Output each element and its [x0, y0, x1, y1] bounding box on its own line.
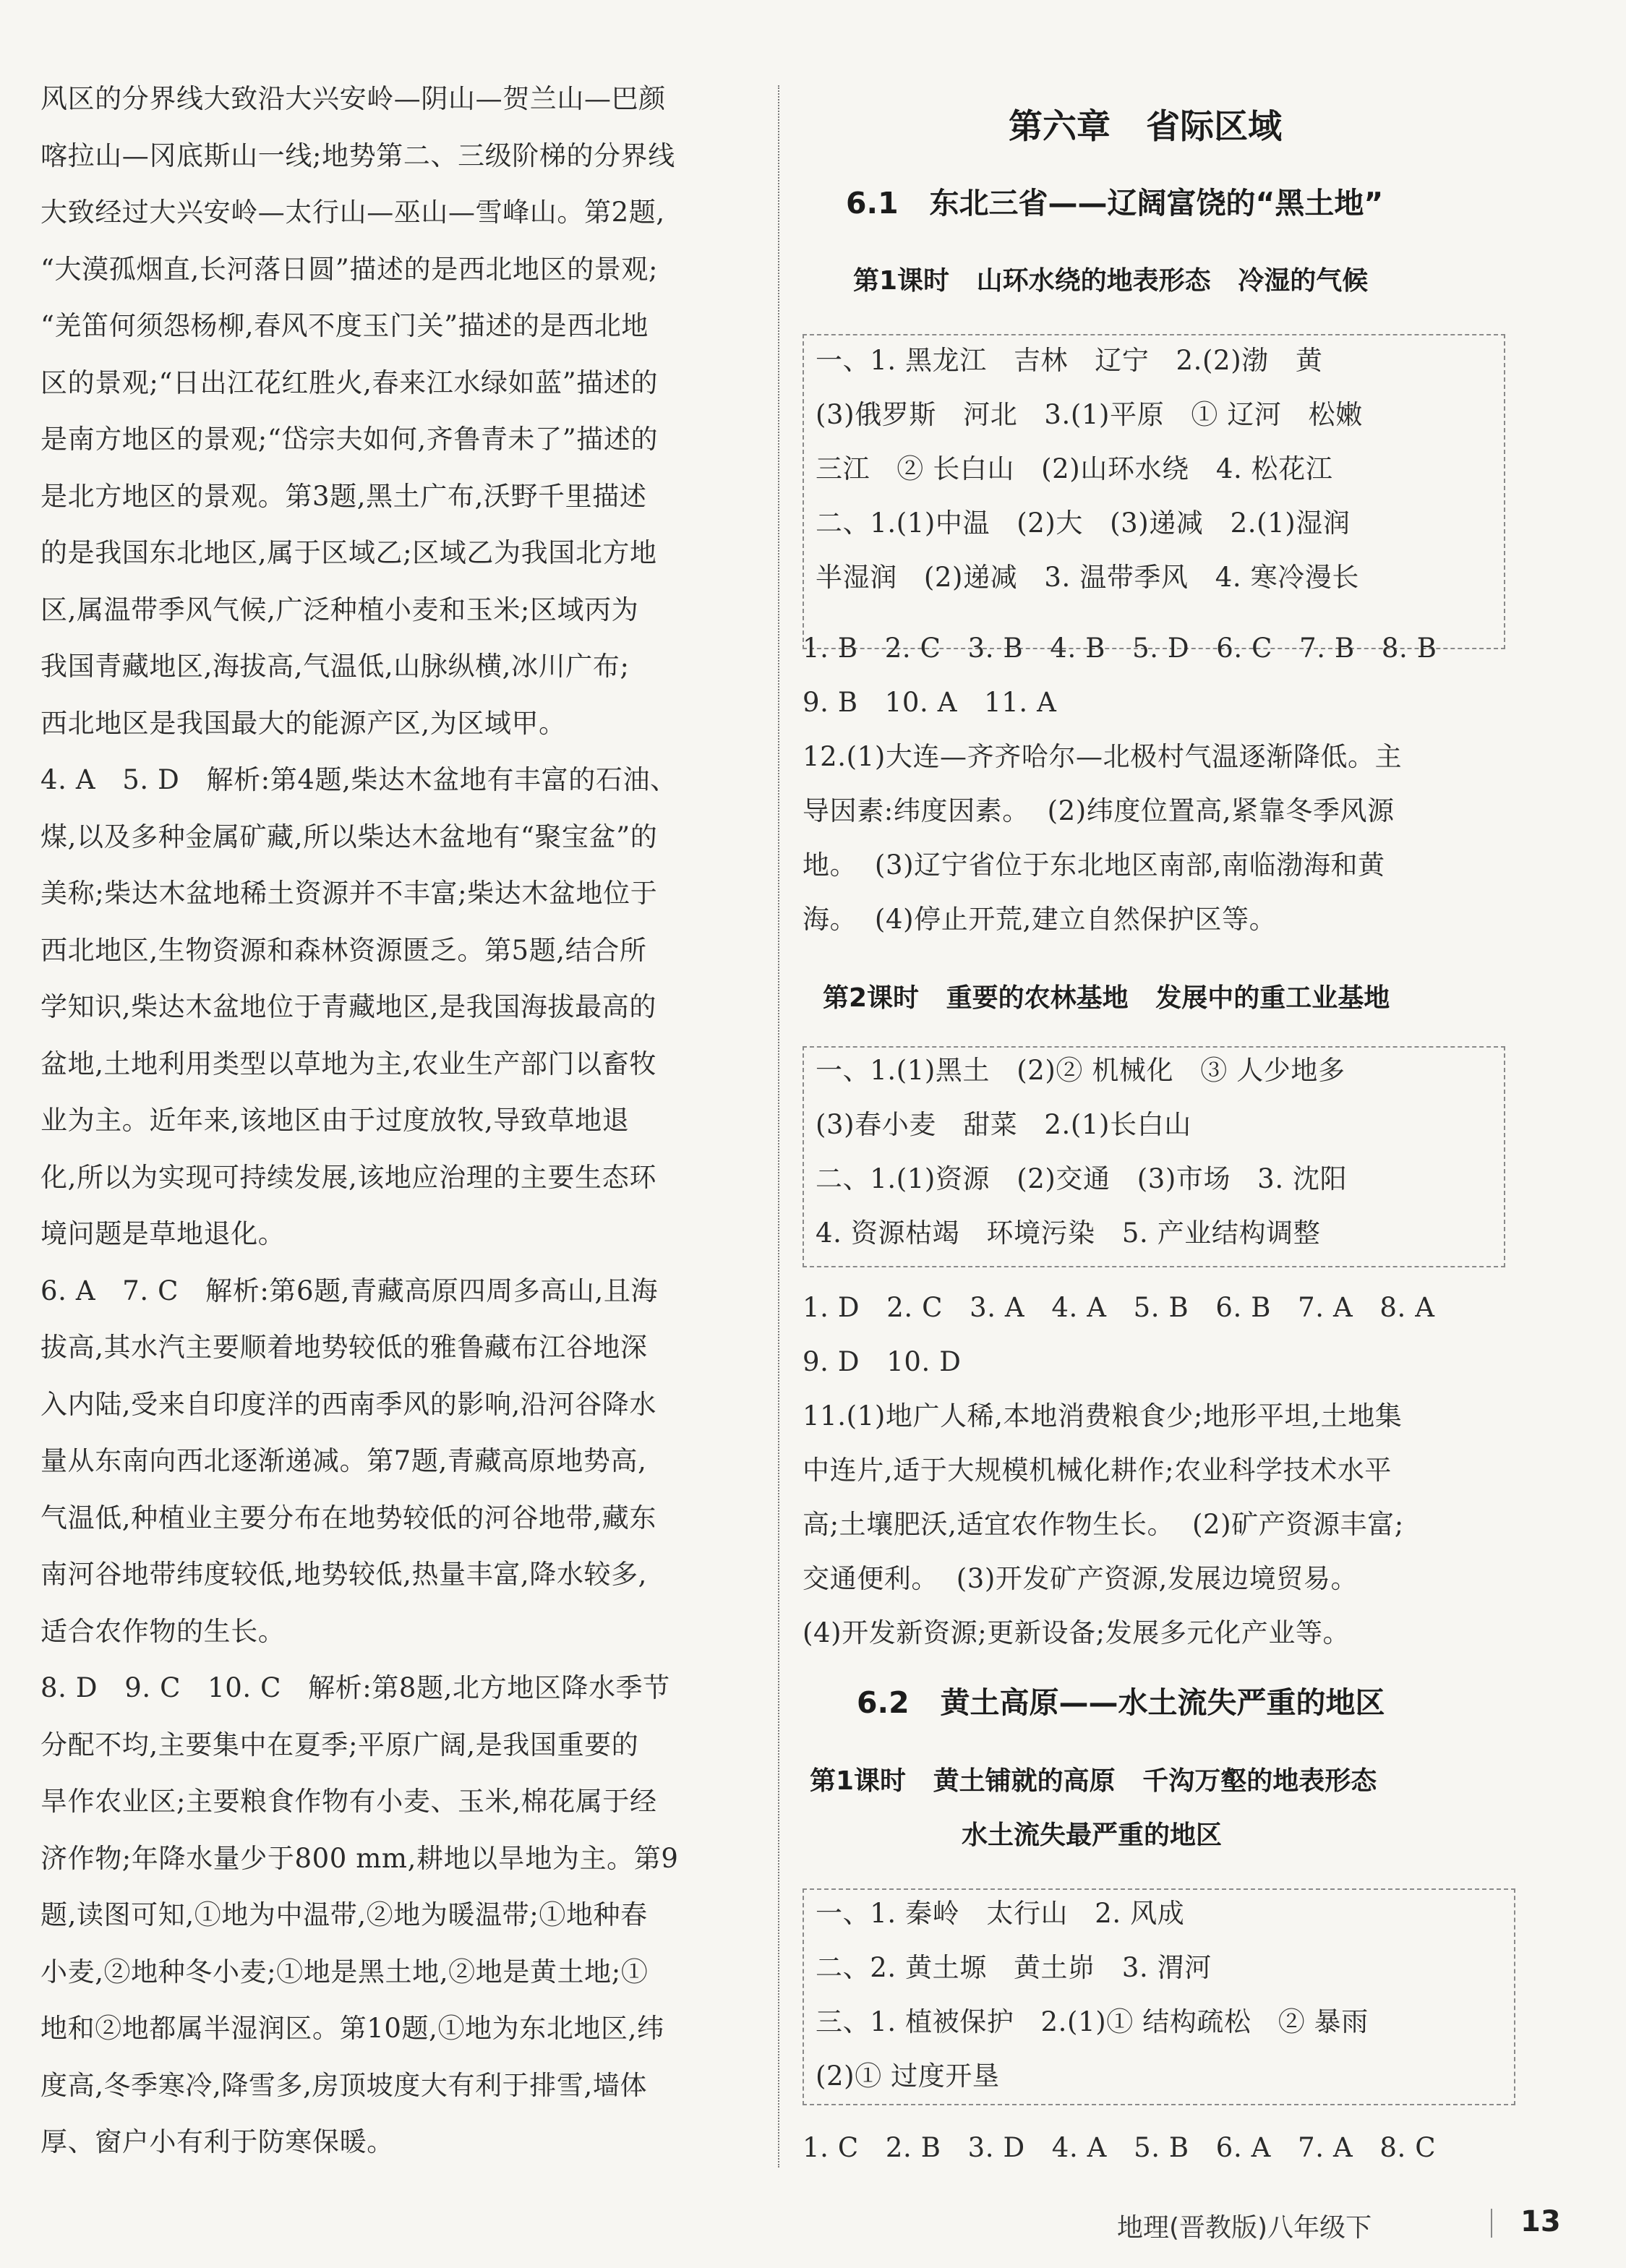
text-line: 小麦,②地种冬小麦;①地是黑土地,②地是黄土地;①	[40, 1956, 649, 1987]
text-line: 交通便利。 (3)开发矿产资源,发展边境贸易。	[803, 1563, 1358, 1594]
text-line: 区的景观;“日出江花红胜火,春来江水绿如蓝”描述的	[40, 367, 659, 398]
text-line: 4. 资源枯竭 环境污染 5. 产业结构调整	[816, 1218, 1321, 1249]
text-line: 6. A 7. C 解析:第6题,青藏高原四周多高山,且海	[40, 1275, 659, 1306]
text-line: 美称;柴达木盆地稀土资源并不丰富;柴达木盆地位于	[40, 878, 658, 909]
text-line: (3)俄罗斯 河北 3.(1)平原 ① 辽河 松嫩	[816, 399, 1363, 430]
text-line: 济作物;年降水量少于800 mm,耕地以旱地为主。第9	[40, 1842, 679, 1874]
text-line: 地。 (3)辽宁省位于东北地区南部,南临渤海和黄	[803, 850, 1385, 881]
text-line: 量从东南向西北逐渐递减。第7题,青藏高原地势高,	[40, 1445, 647, 1476]
text-line: 度高,冬季寒冷,降雪多,房顶坡度大有利于排雪,墙体	[40, 2069, 648, 2101]
text-line: 南河谷地带纬度较低,地势较低,热量丰富,降水较多,	[40, 1559, 648, 1590]
lesson-6-2-1-title: 第1课时 黄土铺就的高原 千沟万壑的地表形态	[810, 1766, 1377, 1796]
section-6-1-title: 6.1 东北三省——辽阔富饶的“黑土地”	[846, 186, 1384, 221]
text-line: 是北方地区的景观。第3题,黑土广布,沃野千里描述	[40, 480, 647, 512]
text-line: 西北地区是我国最大的能源产区,为区域甲。	[40, 707, 566, 739]
text-line: 入内陆,受来自印度洋的西南季风的影响,沿河谷降水	[40, 1388, 656, 1420]
text-line: 喀拉山—冈底斯山一线;地势第二、三级阶梯的分界线	[40, 140, 675, 171]
text-line: 半湿润 (2)递减 3. 温带季风 4. 寒冷漫长	[816, 562, 1359, 593]
text-line: 三江 ② 长白山 (2)山环水绕 4. 松花江	[816, 453, 1333, 484]
text-line: 拔高,其水汽主要顺着地势较低的雅鲁藏布江谷地深	[40, 1332, 648, 1363]
text-line: 适合农作物的生长。	[40, 1615, 286, 1647]
text-line: 题,读图可知,①地为中温带,②地为暖温带;①地种春	[40, 1899, 648, 1930]
text-line: 一、1. 秦岭 太行山 2. 风成	[816, 1898, 1185, 1929]
text-line: 9. B 10. A 11. A	[803, 687, 1057, 718]
section-6-2-title: 6.2 黄土高原——水土流失严重的地区	[857, 1685, 1385, 1720]
text-line: 二、1.(1)中温 (2)大 (3)递减 2.(1)湿润	[816, 508, 1351, 539]
text-line: 境问题是草地退化。	[40, 1218, 286, 1249]
text-line: 导因素:纬度因素。 (2)纬度位置高,紧靠冬季风源	[803, 795, 1395, 826]
text-line: “大漠孤烟直,长河落日圆”描述的是西北地区的景观;	[40, 253, 659, 285]
text-line: 地和②地都属半湿润区。第10题,①地为东北地区,纬	[40, 2013, 664, 2044]
text-line: 海。 (4)停止开荒,建立自然保护区等。	[803, 904, 1277, 935]
lesson-6-1-1-fill-box	[803, 334, 1505, 649]
text-line: 区,属温带季风气候,广泛种植小麦和玉米;区域丙为	[40, 594, 639, 625]
text-line: 三、1. 植被保护 2.(1)① 结构疏松 ② 暴雨	[816, 2006, 1369, 2037]
text-line: 煤,以及多种金属矿藏,所以柴达木盆地有“聚宝盆”的	[40, 821, 658, 852]
text-line: 是南方地区的景观;“岱宗夫如何,齐鲁青未了”描述的	[40, 424, 659, 455]
text-line: 11.(1)地广人稀,本地消费粮食少;地形平坦,土地集	[803, 1400, 1403, 1432]
text-line: 二、1.(1)资源 (2)交通 (3)市场 3. 沈阳	[816, 1163, 1348, 1194]
text-line: (4)开发新资源;更新设备;发展多元化产业等。	[803, 1617, 1351, 1648]
text-line: 1. C 2. B 3. D 4. A 5. B 6. A 7. A 8. C	[803, 2132, 1437, 2163]
text-line: 学知识,柴达木盆地位于青藏地区,是我国海拔最高的	[40, 991, 656, 1022]
text-line: 9. D 10. D	[803, 1346, 962, 1377]
text-line: 的是我国东北地区,属于区域乙;区域乙为我国北方地	[40, 537, 657, 568]
text-line: 旱作农业区;主要粮食作物有小麦、玉米,棉花属于经	[40, 1786, 657, 1817]
text-line: “羌笛何须怨杨柳,春风不度玉门关”描述的是西北地	[40, 310, 649, 341]
page-number: 13	[1520, 2205, 1561, 2238]
text-line: (2)① 过度开垦	[816, 2061, 1000, 2092]
text-line: 一、1.(1)黑土 (2)② 机械化 ③ 人少地多	[816, 1055, 1345, 1086]
text-line: (3)春小麦 甜菜 2.(1)长白山	[816, 1109, 1191, 1140]
text-line: 分配不均,主要集中在夏季;平原广阔,是我国重要的	[40, 1729, 639, 1760]
chapter-title: 第六章 省际区域	[1009, 107, 1283, 147]
lesson-6-1-1-title: 第1课时 山环水绕的地表形态 冷湿的气候	[853, 266, 1369, 296]
text-line: 高;土壤肥沃,适宜农作物生长。 (2)矿产资源丰富;	[803, 1509, 1404, 1540]
footer-divider	[1491, 2209, 1492, 2238]
lesson-6-1-2-title: 第2课时 重要的农林基地 发展中的重工业基地	[823, 983, 1390, 1013]
text-line: 业为主。近年来,该地区由于过度放牧,导致草地退	[40, 1105, 630, 1136]
text-line: 风区的分界线大致沿大兴安岭—阴山—贺兰山—巴颜	[40, 83, 666, 114]
text-line: 中连片,适于大规模机械化耕作;农业科学技术水平	[803, 1455, 1392, 1486]
text-line: 一、1. 黑龙江 吉林 辽宁 2.(2)渤 黄	[816, 345, 1323, 376]
text-line: 大致经过大兴安岭—太行山—巫山—雪峰山。第2题,	[40, 197, 665, 228]
footer-subject: 地理(晋教版)八年级下	[1117, 2213, 1372, 2243]
text-line: 厚、窗户小有利于防寒保暖。	[40, 2126, 394, 2157]
text-line: 4. A 5. D 解析:第4题,柴达木盆地有丰富的石油、	[40, 764, 677, 795]
lesson-6-2-1-title-line2: 水土流失最严重的地区	[962, 1820, 1223, 1850]
text-line: 8. D 9. C 10. C 解析:第8题,北方地区降水季节	[40, 1672, 670, 1703]
text-line: 二、2. 黄土塬 黄土峁 3. 渭河	[816, 1952, 1212, 1983]
text-line: 我国青藏地区,海拔高,气温低,山脉纵横,冰川广布;	[40, 651, 630, 682]
text-line: 1. B 2. C 3. B 4. B 5. D 6. C 7. B 8. B	[803, 633, 1437, 664]
text-line: 12.(1)大连—齐齐哈尔—北极村气温逐渐降低。主	[803, 741, 1403, 772]
text-line: 盆地,土地利用类型以草地为主,农业生产部门以畜牧	[40, 1048, 656, 1079]
text-line: 1. D 2. C 3. A 4. A 5. B 6. B 7. A 8. A	[803, 1292, 1435, 1323]
text-line: 西北地区,生物资源和森林资源匮乏。第5题,结合所	[40, 934, 647, 966]
text-line: 气温低,种植业主要分布在地势较低的河谷地带,藏东	[40, 1502, 656, 1533]
text-line: 化,所以为实现可持续发展,该地应治理的主要生态环	[40, 1161, 656, 1193]
column-divider	[778, 85, 779, 2168]
